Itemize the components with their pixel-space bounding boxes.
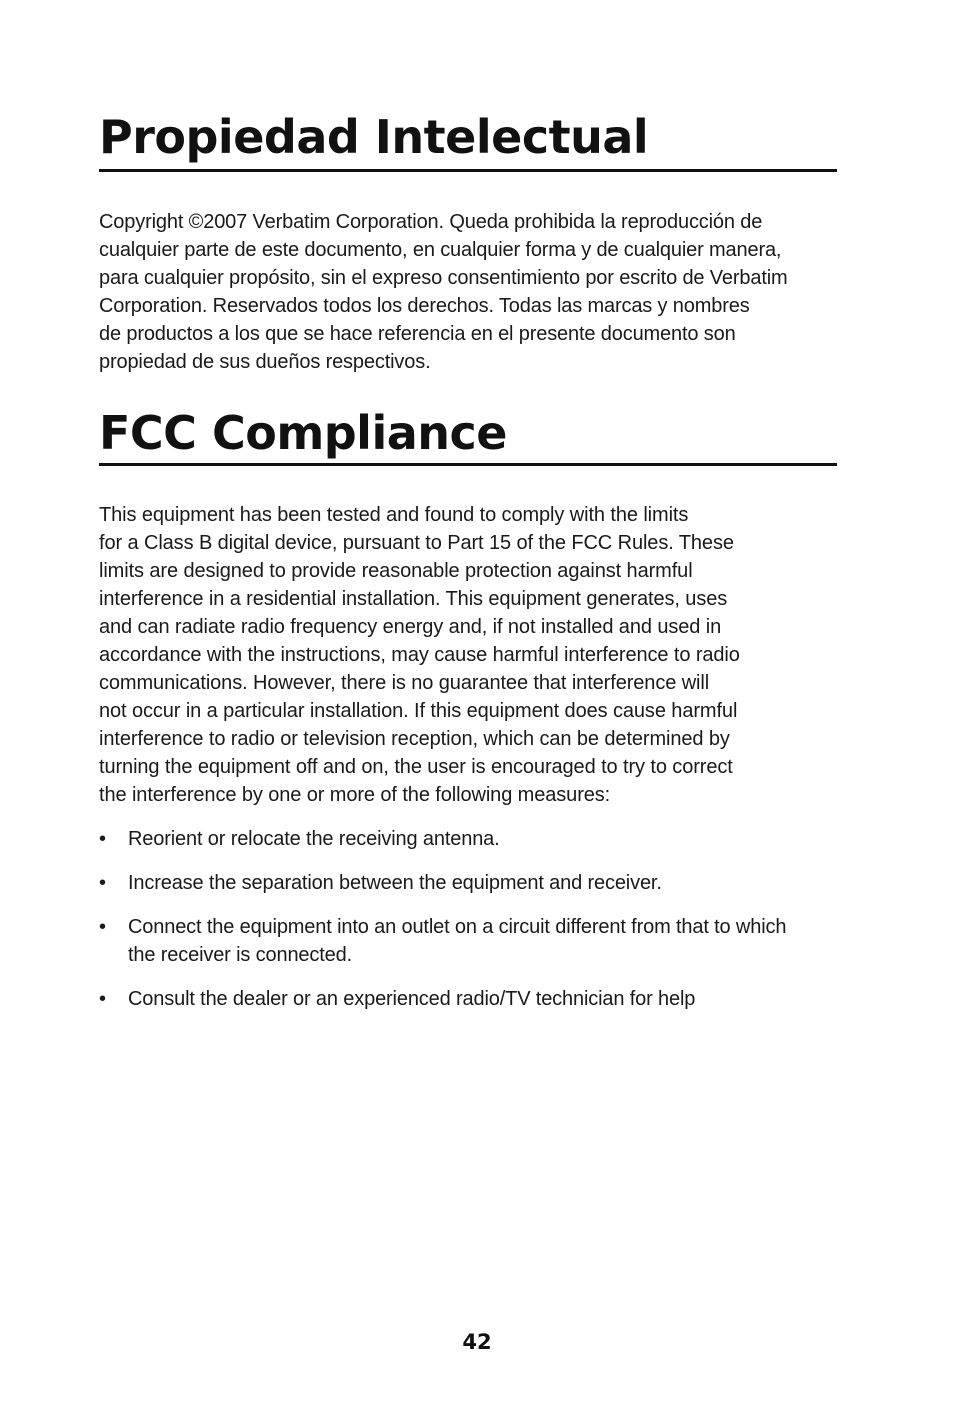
paragraph-line: cualquier parte de este documento, en cualquier forma y de cualquier manera, bbox=[99, 239, 782, 261]
title-underline bbox=[99, 463, 837, 466]
paragraph-line: de productos a los que se hace referencia en el presente documento son bbox=[99, 323, 736, 345]
paragraph-line: limits are designed to provide reasonable protection against harmful bbox=[99, 560, 693, 582]
bullet-icon: • bbox=[99, 988, 106, 1010]
bullet-icon: • bbox=[99, 916, 106, 938]
paragraph-line: the interference by one or more of the following measures: bbox=[99, 784, 611, 806]
fcc-compliance-section bbox=[99, 406, 837, 1029]
fcc-compliance-paragraph bbox=[99, 501, 837, 809]
paragraph-line: Corporation. Reservados todos los derechos. Todas las marcas y nombres bbox=[99, 295, 750, 317]
bullet-icon: • bbox=[99, 872, 106, 894]
paragraph-line: communications. However, there is no guarantee that interference will bbox=[99, 672, 710, 694]
list-item bbox=[99, 825, 837, 853]
list-item-text: Consult the dealer or an experienced radio/TV technician for help bbox=[128, 988, 696, 1010]
paragraph-line: interference in a residential installation. This equipment generates, uses bbox=[99, 588, 728, 610]
paragraph-line: This equipment has been tested and found to comply with the limits bbox=[99, 504, 689, 526]
paragraph-line: for a Class B digital device, pursuant to Part 15 of the FCC Rules. These bbox=[99, 532, 734, 554]
list-item-text: the receiver is connected. bbox=[128, 944, 353, 966]
paragraph-line: propiedad de sus dueños respectivos. bbox=[99, 351, 431, 373]
measures-list bbox=[99, 825, 837, 1013]
list-item-text: Increase the separation between the equipment and receiver. bbox=[128, 872, 662, 894]
paragraph-line: turning the equipment off and on, the user is encouraged to try to correct bbox=[99, 756, 733, 778]
page-number: 42 bbox=[462, 1330, 492, 1354]
list-item-text: Connect the equipment into an outlet on a circuit different from that to which bbox=[128, 916, 787, 938]
paragraph-line: para cualquier propósito, sin el expreso consentimiento por escrito de Verbatim bbox=[99, 267, 788, 289]
list-item bbox=[99, 913, 837, 969]
intellectual-property-paragraph bbox=[99, 208, 837, 376]
intellectual-property-title: Propiedad Intelectual bbox=[99, 110, 649, 164]
title-underline bbox=[99, 169, 837, 172]
list-item bbox=[99, 869, 837, 897]
list-item bbox=[99, 985, 837, 1013]
paragraph-line: not occur in a particular installation. If this equipment does cause harmful bbox=[99, 700, 738, 722]
bullet-icon: • bbox=[99, 828, 106, 850]
paragraph-line: accordance with the instructions, may cause harmful interference to radio bbox=[99, 644, 740, 666]
list-item-text: Reorient or relocate the receiving antenna. bbox=[128, 828, 500, 850]
paragraph-line: Copyright ©2007 Verbatim Corporation. Queda prohibida la reproducción de bbox=[99, 211, 763, 233]
paragraph-line: and can radiate radio frequency energy and, if not installed and used in bbox=[99, 616, 722, 638]
intellectual-property-section bbox=[99, 110, 837, 376]
fcc-compliance-title: FCC Compliance bbox=[99, 406, 507, 460]
paragraph-line: interference to radio or television reception, which can be determined by bbox=[99, 728, 730, 750]
